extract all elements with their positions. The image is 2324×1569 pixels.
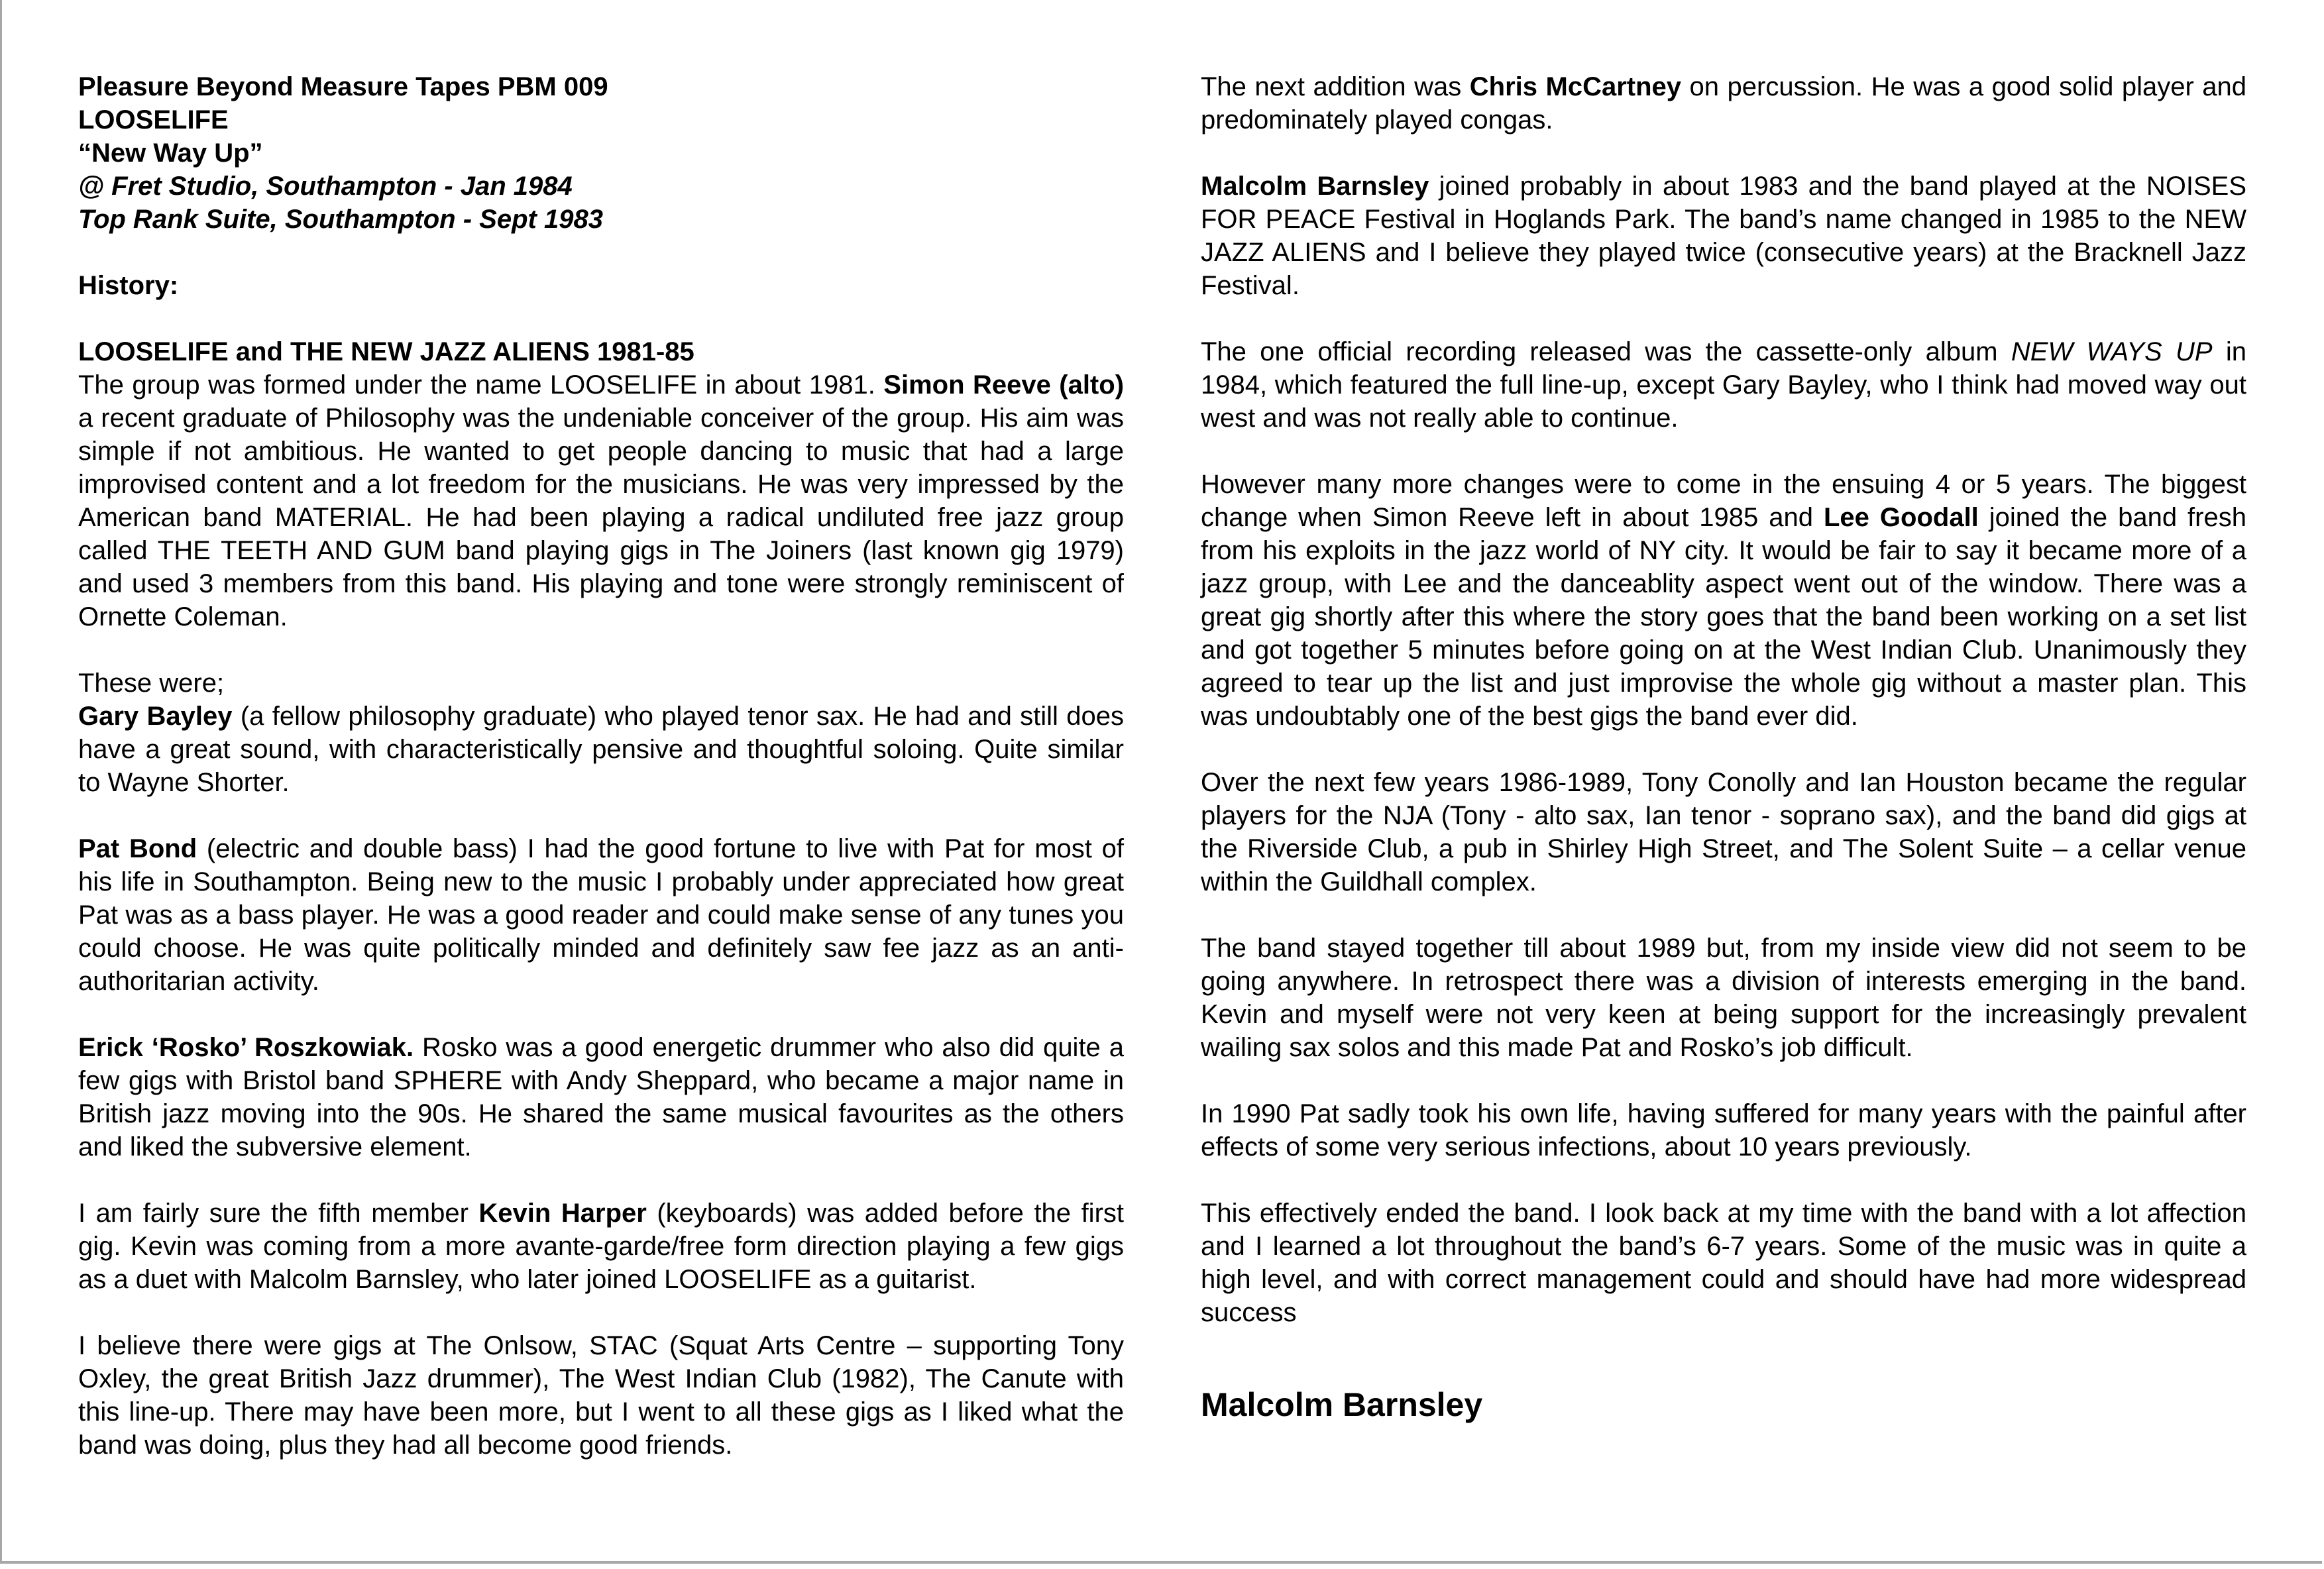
history-heading: History: <box>78 271 179 300</box>
paragraph-recording: The one official recording released was the cassette-only album NEW WAYS UP in 1984, which featured the full line-up, except Gary Bayley, who I think had moved way out west and was not really able to continue. <box>1201 337 2246 433</box>
members-intro: These were; <box>78 669 225 698</box>
paragraph-decline: The band stayed together till about 1989 but, from my inside view did not seem to be going anywhere. In retrospect there was a division of interests emerging in the band. Kevin and myself were not very keen at being support for the increasingly prevalent wailing sax solos and this made Pat and Rosko’s job difficult. <box>1201 934 2246 1062</box>
member-gary-bayley: Gary Bayley <box>78 702 233 731</box>
paragraph-pat-bond: Pat Bond (electric and double bass) I had the good fortune to live with Pat for most of his life in Southampton. Being new to the music I probably under appreciated how great Pat was as a bass player. He was a good reader and could make sense of any tunes you could choose. He was quite politically minded and definitely saw fee jazz as an anti-authoritarian activity. <box>78 834 1125 996</box>
paragraph-gary-bayley: Gary Bayley (a fellow philosophy graduate) who played tenor sax. He had and still does have a great sound, with characteristically pensive and thoughtful soloing. Quite similar to Wayne Shorter. <box>78 702 1125 797</box>
paragraph-malcolm-barnsley: Malcolm Barnsley joined probably in about 1983 and the band played at the NOISES FOR PEACE Festival in Hoglands Park. The band’s name changed in 1985 to the NEW JAZZ ALIENS and I believe they played twice (consecutive years) at the Bracknell Jazz Festival. <box>1201 172 2246 300</box>
member-lee-goodall: Lee Goodall <box>1824 503 1979 532</box>
paragraph-formation: The group was formed under the name LOOSELIFE in about 1981. Simon Reeve (alto) a recent graduate of Philosophy was the undeniable conceiver of the group. His aim was simple if not ambitious. He wanted to get people dancing to music that had a large improvised content and a lot freedom for the musicians. He was very impressed by the American band MATERIAL. He had been playing a radical undiluted free jazz group called THE TEETH AND GUM band playing gigs in The Joiners (last known gig 1979) and used 3 members from this band. His playing and tone were strongly reminiscent of Ornette Coleman. <box>78 370 1125 631</box>
member-malcolm-barnsley: Malcolm Barnsley <box>1201 172 1429 201</box>
member-rosko: Erick ‘Rosko’ Roszkowiak. <box>78 1033 414 1062</box>
paragraph-chris-mccartney: The next addition was Chris McCartney on percussion. He was a good solid player and predominately played congas. <box>1201 72 2247 135</box>
recording-venue-1: @ Fret Studio, Southampton - Jan 1984 <box>78 172 573 201</box>
recording-venue-2: Top Rank Suite, Southampton - Sept 1983 <box>78 205 603 234</box>
paragraph-lee-goodall: However many more changes were to come in the ensuing 4 or 5 years. The biggest change when Simon Reeve left in about 1985 and Lee Goodall joined the band fresh from his exploits in the jazz world of NY city. It would be fair to say it became more of a jazz group, with Lee and the danceablity aspect went out of the window. There was a great gig shortly after this where the story goes that the band been working on a set list and got together 5 minutes before going on at the West Indian Club. Unanimously they agreed to tear up the list and just improvise the whole gig without a master plan. This was undoubtably one of the best gigs the band ever did. <box>1201 470 2246 731</box>
right-column <box>1201 70 2246 1425</box>
paragraph-ending: This effectively ended the band. I look back at my time with the band with a lot affection and I learned a lot throughout the band’s 6-7 years. Some of the music was in quite a high level, and with correct management could and should have had more widespread success <box>1201 1199 2246 1327</box>
member-simon-reeve: Simon Reeve (alto) <box>883 370 1125 400</box>
album-title: “New Way Up” <box>78 138 263 168</box>
catalog-number: Pleasure Beyond Measure Tapes PBM 009 <box>78 72 608 101</box>
member-chris-mccartney: Chris McCartney <box>1469 72 1682 101</box>
paragraph-pat-death: In 1990 Pat sadly took his own life, having suffered for many years with the painful after effects of some very serious infections, about 10 years previously. <box>1201 1099 2246 1162</box>
band-name: LOOSELIFE <box>78 105 229 135</box>
paragraph-rosko: Erick ‘Rosko’ Roszkowiak. Rosko was a good energetic drummer who also did quite a few gigs with Bristol band SPHERE with Andy Sheppard, who became a major name in British jazz moving into the 90s. He shared the same musical favourites as the others and liked the subversive element. <box>78 1033 1125 1162</box>
author-signature: Malcolm Barnsley <box>1201 1386 1483 1423</box>
album-name-italic: NEW WAYS UP <box>2011 337 2213 366</box>
paragraph-later-years: Over the next few years 1986-1989, Tony Conolly and Ian Houston became the regular players for the NJA (Tony - alto sax, Ian tenor - soprano sax), and the band did gigs at the Riverside Club, a pub in Shirley High Street, and The Solent Suite – a cellar venue within the Guildhall complex. <box>1201 768 2246 896</box>
member-kevin-harper: Kevin Harper <box>478 1199 647 1228</box>
member-pat-bond: Pat Bond <box>78 834 197 863</box>
paragraph-kevin-harper: I am fairly sure the fifth member Kevin Harper (keyboards) was added before the first gig. Kevin was coming from a more avante-garde/free form direction playing a few gigs as a duet with Malcolm Barnsley, who later joined LOOSELIFE as a guitarist. <box>78 1199 1125 1294</box>
paragraph-gigs: I believe there were gigs at The Onlsow, STAC (Squat Arts Centre – supporting Tony Oxley, the great British Jazz drummer), The West Indian Club (1982), The Canute with this line-up. There may have been more, but I went to all these gigs as I liked what the band was doing, plus they had all become good friends. <box>78 1331 1124 1460</box>
left-column <box>78 70 1124 1462</box>
section-heading: LOOSELIFE and THE NEW JAZZ ALIENS 1981-85 <box>78 337 694 366</box>
